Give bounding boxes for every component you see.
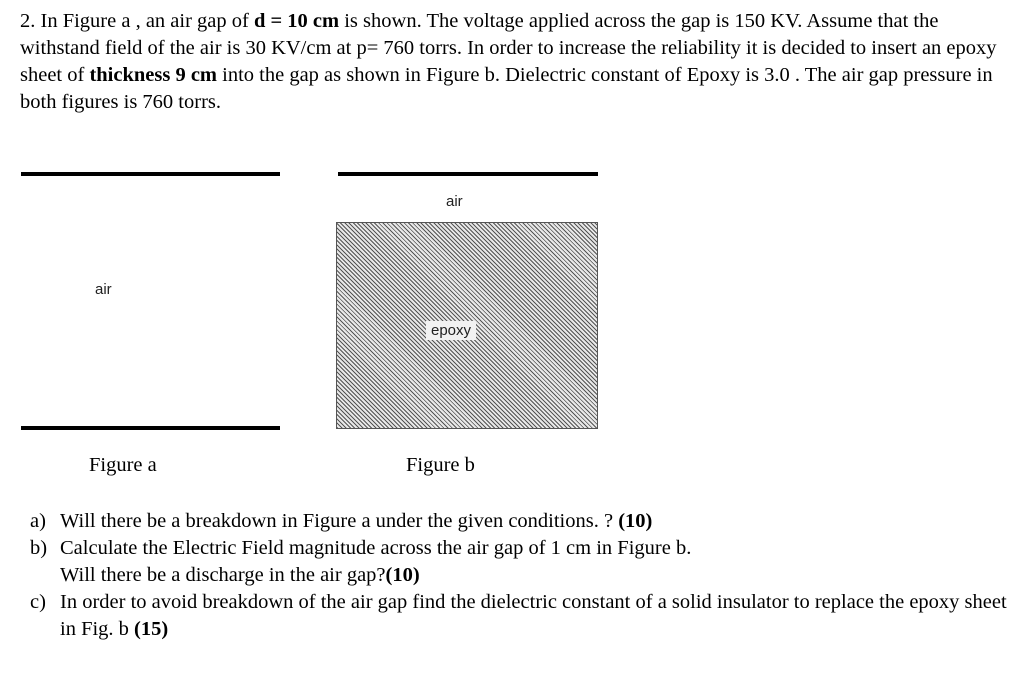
- question-b: [30, 535, 1010, 589]
- figure-a-top-electrode: [21, 172, 280, 176]
- question-c: [30, 589, 1010, 643]
- problem-text-1: 2. In Figure a , an air gap of: [20, 10, 254, 32]
- question-a-points: (10): [618, 510, 653, 532]
- figure-a-bottom-electrode: [21, 426, 280, 430]
- problem-text-3: into the gap as shown in Figure b. Dielectric constant of Epoxy is 3.0 . The air gap pressure in both figures is 760 torrs.: [20, 64, 993, 113]
- problem-statement: [20, 8, 1010, 116]
- question-c-marker: c): [30, 591, 46, 613]
- figure-b-caption: Figure b: [406, 454, 475, 476]
- question-b-marker: b): [30, 537, 48, 559]
- figure-a-caption: Figure a: [89, 454, 157, 476]
- gap-distance: d = 10 cm: [253, 10, 340, 32]
- question-a-marker: a): [30, 510, 46, 532]
- problem-text-2: is shown. The voltage applied across the gap is 150 KV. Assume that the withstand field of the air is 30 KV/cm at p= 760 torrs. In order to increase the reliability it is decided to insert an epoxy sheet of: [20, 10, 997, 86]
- figure-b-air-label: air: [446, 193, 463, 210]
- figure-b-top-electrode: [338, 172, 598, 176]
- epoxy-label: epoxy: [426, 321, 476, 340]
- question-a-text: Will there be a breakdown in Figure a under the given conditions. ?: [60, 510, 619, 532]
- figure-a-air-label: air: [95, 281, 112, 298]
- question-list: [30, 508, 1010, 643]
- question-b-points: (10): [385, 564, 420, 586]
- epoxy-thickness: thickness 9 cm: [89, 64, 218, 86]
- question-b-text: Calculate the Electric Field magnitude across the air gap of 1 cm in Figure b.: [60, 537, 692, 559]
- question-c-text: In order to avoid breakdown of the air gap find the dielectric constant of a solid insulator to replace the epoxy sheet in Fig. b: [60, 591, 1007, 640]
- question-b-text-line2: Will there be a discharge in the air gap?: [60, 564, 386, 586]
- question-c-points: (15): [134, 618, 169, 640]
- question-a: [30, 508, 1010, 535]
